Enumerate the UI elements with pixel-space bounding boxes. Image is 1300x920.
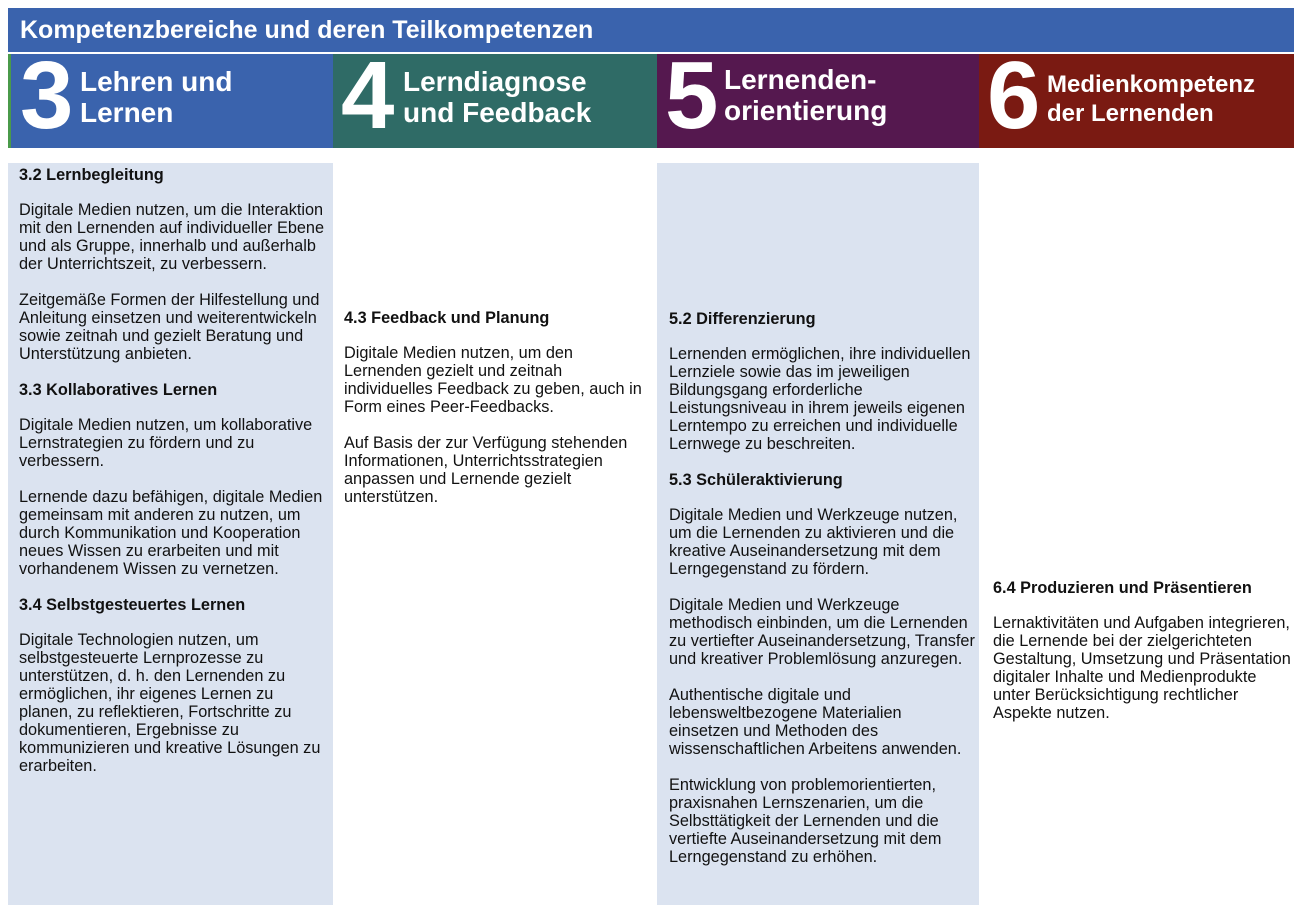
section-paragraph: Digitale Technologien nutzen, um selbstgesteuerte Lernprozesse zu unterstützen, d. h. den Lernenden zu ermöglichen, ihr eigenes Lernen zu planen, zu reflektieren, Fortschritte zu dokumentieren, Ergebnisse zu kommunizieren und kreative Lösungen zu erarbeiten. xyxy=(19,631,321,775)
section-paragraph: Authentische digitale und lebensweltbezogene Materialien einsetzen und Methoden des wissenschaftlichen Arbeitens anwenden. xyxy=(669,686,962,758)
area-title xyxy=(80,66,232,128)
title-bar xyxy=(8,8,1294,52)
section-paragraph: Lernende dazu befähigen, digitale Medien gemeinsam mit anderen zu nutzen, um durch Kommunikation und Kooperation neues Wissen zu erarbeiten und mit vorhandenem Wissen zu vernetzen. xyxy=(19,488,323,578)
column-lernendenorientierung xyxy=(669,310,975,884)
column-medienkompetenz xyxy=(993,579,1295,740)
section-heading: 3.3 Kollaboratives Lernen xyxy=(19,381,218,399)
area-title-line2: orientierung xyxy=(724,95,888,126)
section-paragraph: Digitale Medien nutzen, um den Lernenden gezielt und zeitnah individuelles Feedback zu geben, auch in Form eines Peer-Feedbacks. xyxy=(344,344,642,416)
section-paragraph: Digitale Medien nutzen, um die Interaktion mit den Lernenden auf individueller Ebene und als Gruppe, innerhalb und außerhalb der Unterrichtszeit, zu verbessern. xyxy=(19,201,325,273)
header-area-6 xyxy=(979,54,1294,148)
area-number: 6 xyxy=(987,54,1041,148)
section-heading: 6.4 Produzieren und Präsentieren xyxy=(993,579,1252,597)
section-heading: 3.4 Selbstgesteuertes Lernen xyxy=(19,596,246,614)
header-area-4 xyxy=(333,54,657,148)
area-title-line2: Lernen xyxy=(80,97,174,128)
area-number: 5 xyxy=(665,54,719,148)
area-title xyxy=(724,64,887,126)
column-lerndiagnose-feedback xyxy=(344,309,654,524)
area-title-line2: und Feedback xyxy=(403,97,592,128)
section-heading: 5.3 Schüleraktivierung xyxy=(669,471,843,489)
area-number: 4 xyxy=(341,54,395,148)
section-paragraph: Lernaktivitäten und Aufgaben integrieren, die Lernende bei der zielgerichteten Gestaltung, Umsetzung und Präsentation digitaler Inhalte und Medienprodukte unter Berücksichtigung rechtlicher Aspekte nutzen. xyxy=(993,614,1291,722)
section-paragraph: Zeitgemäße Formen der Hilfestellung und Anleitung einsetzen und weiterentwickeln sowie zeitnah und gezielt Beratung und Unterstützung anbieten. xyxy=(19,291,320,363)
section-paragraph: Digitale Medien und Werkzeuge nutzen, um die Lernenden zu aktivieren und die kreative Auseinandersetzung mit dem Lerngegenstand zu fördern. xyxy=(669,506,958,578)
column-lehren-lernen xyxy=(19,166,325,793)
page-title: Kompetenzbereiche und deren Teilkompetenzen xyxy=(20,16,594,44)
area-title-line1: Lerndiagnose xyxy=(403,66,587,97)
section-paragraph: Lernenden ermöglichen, ihre individuellen Lernziele sowie das im jeweiligen Bildungsgang erforderliche Leistungsniveau in ihrem jeweils eigenen Lerntempo zu erreichen und individuelle Lernwege zu beschreiten. xyxy=(669,345,971,453)
area-title-line1: Medienkompetenz xyxy=(1047,71,1256,98)
header-area-3 xyxy=(8,54,333,148)
section-paragraph: Auf Basis der zur Verfügung stehenden Informationen, Unterrichtsstrategien anpassen und Lernende gezielt unterstützen. xyxy=(344,434,628,506)
area-title xyxy=(403,66,591,128)
section-heading: 5.2 Differenzierung xyxy=(669,310,816,328)
area-title-line2: der Lernenden xyxy=(1047,100,1214,127)
section-paragraph: Digitale Medien und Werkzeuge methodisch einbinden, um die Lernenden zu vertiefter Auseinandersetzung, Transfer und kreativer Problemlösung anzuregen. xyxy=(669,596,975,668)
area-number: 3 xyxy=(20,54,74,148)
section-heading: 4.3 Feedback und Planung xyxy=(344,309,550,327)
area-title-line1: Lernenden- xyxy=(724,64,877,95)
area-title xyxy=(1047,70,1255,128)
section-paragraph: Digitale Medien nutzen, um kollaborative Lernstrategien zu fördern und zu verbessern. xyxy=(19,416,313,470)
header-area-5 xyxy=(657,54,979,148)
section-heading: 3.2 Lernbegleitung xyxy=(19,166,164,184)
area-title-line1: Lehren und xyxy=(80,66,233,97)
section-paragraph: Entwicklung von problemorientierten, praxisnahen Lernszenarien, um die Selbsttätigkeit der Lernenden und die vertiefte Auseinandersetzung mit dem Lerngegenstand zu erhöhen. xyxy=(669,776,942,866)
